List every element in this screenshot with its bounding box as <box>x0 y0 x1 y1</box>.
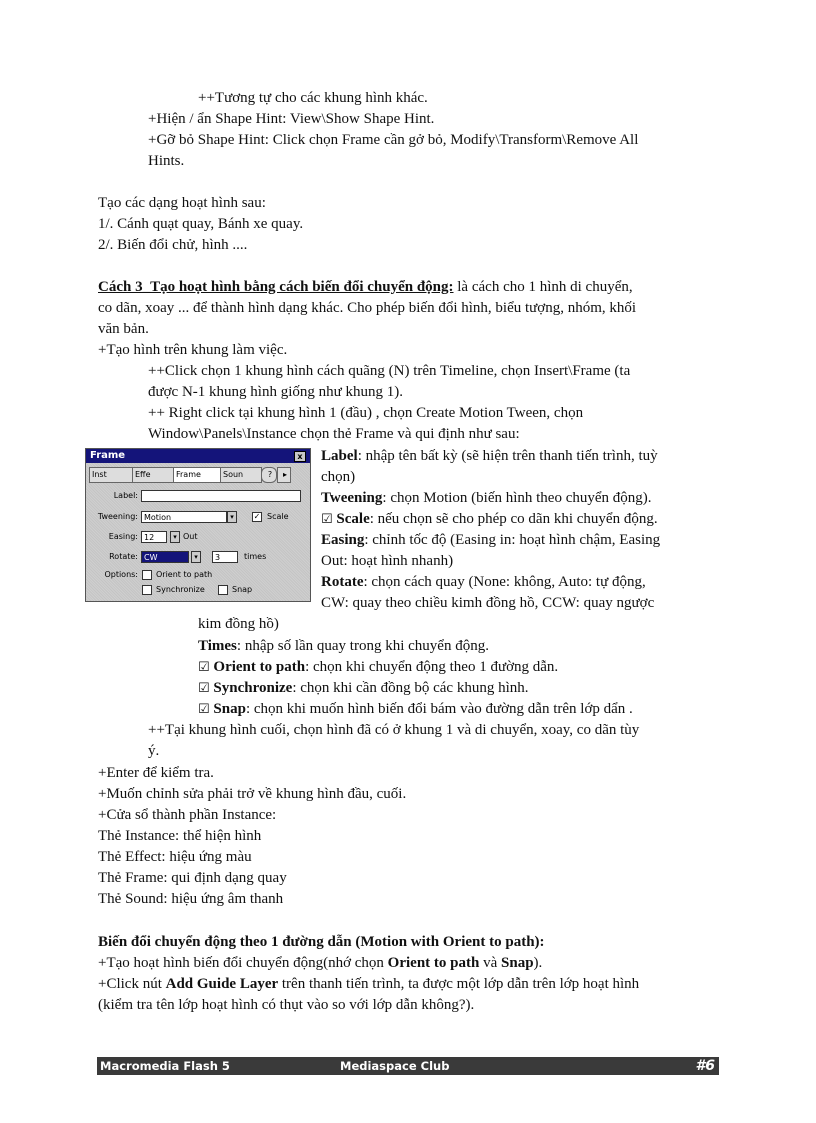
text-line: +Enter để kiểm tra. <box>98 765 214 781</box>
text-line: Out: hoạt hình nhanh) <box>321 553 454 569</box>
rotate-select[interactable]: CW <box>141 551 189 563</box>
term: Easing <box>321 532 365 548</box>
tab-label: Frame <box>176 470 201 479</box>
check-icon: ☑ <box>198 681 210 696</box>
easing-input[interactable]: 12 <box>141 531 167 543</box>
scale-label: Scale <box>267 512 289 521</box>
text-line: Thẻ Sound: hiệu ứng âm thanh <box>98 891 284 907</box>
text-line: ++Tại khung hình cuối, chọn hình đã có ở khung 1 và di chuyển, xoay, co dãn tùy <box>148 722 640 738</box>
arrow-icon[interactable]: ▸ <box>277 467 291 483</box>
footer-center: Mediaspace Club <box>340 1059 450 1073</box>
text-line: ++Click chọn 1 khung hình cách quãng (N) trên Timeline, chọn Insert\Frame (ta <box>148 363 631 379</box>
term: Scale <box>336 511 370 527</box>
text-line: văn bản. <box>98 321 149 337</box>
text-line: ý. <box>148 743 160 759</box>
text-line: kim đồng hồ) <box>198 616 279 632</box>
orient-to-path-checkbox[interactable] <box>142 570 152 580</box>
definition: : chọn cách quay (None: không, Auto: tự động, <box>363 574 646 590</box>
section-heading-title: Cách 3_Tạo hoạt hình bằng cách biến đổi chuyển động: <box>98 279 454 295</box>
rotate-field-label: Rotate: <box>109 552 138 561</box>
tab-effect[interactable] <box>132 467 174 483</box>
snap-checkbox[interactable] <box>218 585 228 595</box>
tweening-field-label: Tweening: <box>97 512 138 521</box>
text-span: +Click nút <box>98 976 166 992</box>
frame-panel <box>85 448 311 602</box>
text-line: ++Tương tự cho các khung hình khác. <box>198 90 428 106</box>
text-line: Thẻ Effect: hiệu ứng màu <box>98 849 252 865</box>
text-line <box>321 530 660 551</box>
synchronize-label: Synchronize <box>156 585 205 594</box>
text-line: Tạo các dạng hoạt hình sau: <box>98 195 266 211</box>
chevron-down-icon[interactable]: ▾ <box>227 511 237 523</box>
definition: : chọn khi chuyển động theo 1 đường dẫn. <box>305 659 559 675</box>
text-line <box>321 509 658 530</box>
text-line <box>198 657 558 678</box>
text-line: co dãn, xoay ... để thành hình dạng khác. Cho phép biến đổi hình, biểu tượng, nhóm, khối <box>98 300 637 316</box>
term: Snap <box>501 955 534 971</box>
tweening-select[interactable]: Motion <box>141 511 227 523</box>
section-heading: Biến đổi chuyển động theo 1 đường dẫn (Motion with Orient to path): <box>98 934 545 950</box>
text-line <box>198 636 489 657</box>
term: Synchronize <box>213 680 293 696</box>
text-line: +Muốn chỉnh sửa phải trở về khung hình đầu, cuối. <box>98 786 407 802</box>
text-line: Window\Panels\Instance chọn thẻ Frame và qui định như sau: <box>148 426 520 442</box>
term: Add Guide Layer <box>165 976 279 992</box>
text-line: Thẻ Instance: thể hiện hình <box>98 828 262 844</box>
definition: : chọn khi cần đồng bộ các khung hình. <box>292 680 529 696</box>
text-line: +Tạo hình trên khung làm việc. <box>98 342 288 358</box>
text-span: ). <box>533 955 543 971</box>
text-span: trên thanh tiến trình, ta được một lớp dẫn trên lớp hoạt hình <box>278 976 640 992</box>
tab-label: Inst <box>92 470 107 479</box>
section-heading-rest: là cách cho 1 hình di chuyển, <box>457 279 633 295</box>
chevron-down-icon[interactable]: ▾ <box>191 551 201 563</box>
term: Tweening <box>321 490 383 506</box>
label-input[interactable] <box>141 490 301 502</box>
check-icon: ☑ <box>321 512 333 527</box>
tab-sound[interactable] <box>220 467 262 483</box>
text-line <box>198 678 529 699</box>
term: Snap <box>213 701 246 717</box>
tab-label: Soun <box>223 470 244 479</box>
text-span: và <box>479 955 502 971</box>
tab-label: Effe <box>135 470 151 479</box>
text-line <box>198 699 633 720</box>
text-line: CW: quay theo chiều kimh đồng hồ, CCW: quay ngược <box>321 595 655 611</box>
term: Orient to path <box>387 955 480 971</box>
times-label: times <box>244 552 267 561</box>
panel-title-bar <box>86 449 310 463</box>
text-line <box>321 446 658 467</box>
footer-left: Macromedia Flash 5 <box>100 1059 230 1073</box>
page-footer <box>97 1057 719 1075</box>
text-line: được N-1 khung hình giống như khung 1). <box>148 384 404 400</box>
definition: : nhập tên bất kỳ (sẽ hiện trên thanh tiến trình, tuỳ <box>357 448 658 464</box>
easing-out-label: Out <box>183 532 198 541</box>
text-line <box>321 572 646 593</box>
text-line: Thẻ Frame: qui định dạng quay <box>98 870 287 886</box>
text-line <box>321 488 652 509</box>
scale-checkbox[interactable]: ✓ <box>253 512 261 521</box>
chevron-down-icon[interactable]: ▾ <box>170 531 180 543</box>
text-line <box>98 953 542 974</box>
text-line: +Hiện / ẩn Shape Hint: View\Show Shape Hint. <box>148 111 435 127</box>
term: Orient to path <box>213 659 306 675</box>
label-field-label: Label: <box>113 491 138 500</box>
help-icon[interactable]: ? <box>261 467 277 483</box>
times-input[interactable]: 3 <box>212 551 238 563</box>
text-line: chọn) <box>321 469 356 485</box>
term: Times <box>198 638 237 654</box>
page-number: #6 <box>695 1058 715 1074</box>
text-line: +Gỡ bỏ Shape Hint: Click chọn Frame cần gở bỏ, Modify\Transform\Remove All <box>148 132 639 148</box>
text-line: ++ Right click tại khung hình 1 (đầu) , chọn Create Motion Tween, chọn <box>148 405 584 421</box>
easing-field-label: Easing: <box>108 532 138 541</box>
definition: : chỉnh tốc độ (Easing in: hoạt hình chậm, Easing <box>364 532 661 548</box>
check-icon: ☑ <box>198 660 210 675</box>
text-line: (kiểm tra tên lớp hoạt hình có thụt vào so với lớp dẫn không?). <box>98 997 475 1013</box>
tab-frame[interactable] <box>173 467 221 483</box>
orient-to-path-label: Orient to path <box>156 570 213 579</box>
panel-title: Frame <box>90 450 126 461</box>
term: Rotate <box>321 574 364 590</box>
tab-instance[interactable] <box>89 467 133 483</box>
snap-label: Snap <box>232 585 253 594</box>
check-icon: ☑ <box>198 702 210 717</box>
text-line <box>98 974 639 995</box>
term: Label <box>321 448 358 464</box>
definition: : chọn khi muốn hình biến đổi bám vào đường dẫn trên lớp dẩn . <box>245 701 633 717</box>
text-line: 1/. Cánh quạt quay, Bánh xe quay. <box>98 216 304 232</box>
text-line: 2/. Biến đổi chử, hình .... <box>98 237 248 253</box>
definition: : chọn Motion (biến hình theo chuyển động). <box>382 490 652 506</box>
definition: : nếu chọn sẽ cho phép co dãn khi chuyển động. <box>369 511 658 527</box>
text-span: +Tạo hoạt hình biến đổi chuyển động(nhớ chọn <box>98 955 388 971</box>
synchronize-checkbox[interactable] <box>142 585 152 595</box>
definition: : nhập số lần quay trong khi chuyển động. <box>236 638 489 654</box>
section-heading <box>98 277 633 298</box>
text-line: Hints. <box>148 153 185 169</box>
text-line: +Cửa sổ thành phần Instance: <box>98 807 277 823</box>
options-label: Options: <box>104 570 138 579</box>
close-icon[interactable]: x <box>294 451 306 462</box>
